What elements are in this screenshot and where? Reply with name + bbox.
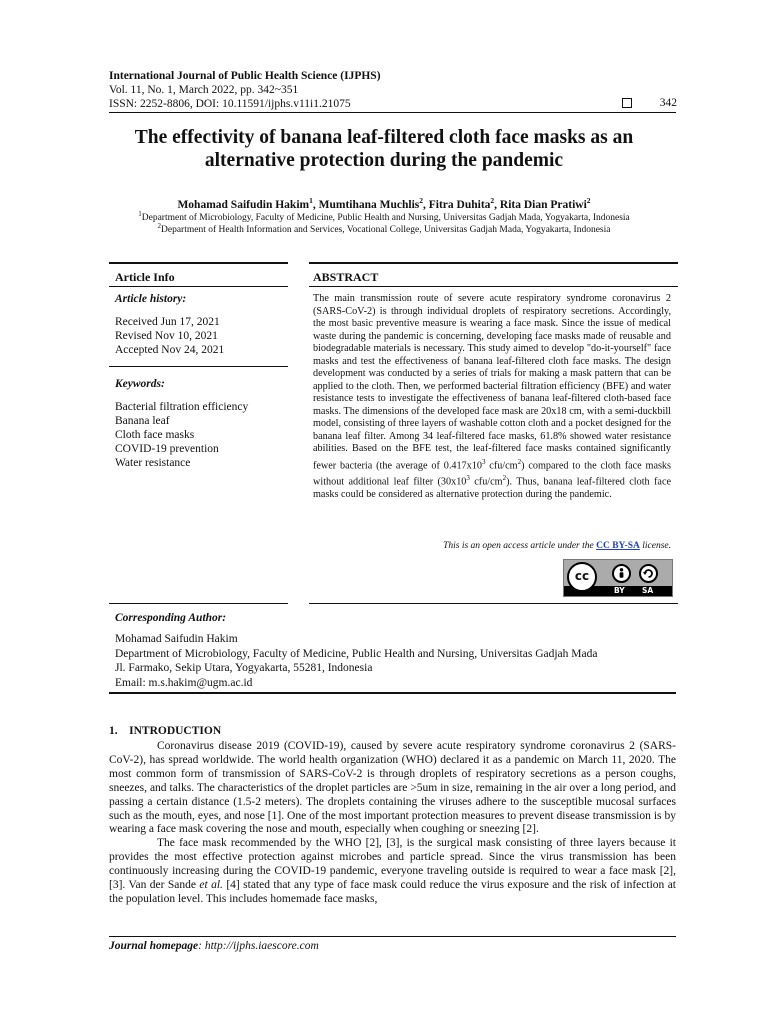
page-number: 342 xyxy=(659,97,677,109)
info-top-rule xyxy=(109,262,288,264)
attribution-icon xyxy=(612,564,631,583)
license-suffix: license. xyxy=(639,541,671,551)
intro-p2-text-b: [4] stated that any type of face mask could reduce the virus exposure and the risk of infection at the population level. This includes homemade face masks, xyxy=(109,879,676,905)
person-icon xyxy=(614,566,629,581)
author-3-affil: 2 xyxy=(490,196,495,205)
intro-p2-etal: et al. xyxy=(199,879,223,892)
affiliation-2 xyxy=(60,222,708,235)
cc-by-sa-link[interactable]: CC BY-SA xyxy=(596,541,640,551)
by-label: BY xyxy=(614,586,625,595)
abstract-sup-3: 3 xyxy=(466,474,470,483)
corresponding-dept: Department of Microbiology, Faculty of Medicine, Public Health and Nursing, Universitas Gadjah Mada xyxy=(115,647,598,660)
intro-paragraph-2 xyxy=(109,837,676,907)
corresponding-address: Jl. Farmako, Sekip Utara, Yogyakarta, 55281, Indonesia xyxy=(115,662,373,674)
journal-volume: Vol. 11, No. 1, March 2022, pp. 342~351 xyxy=(109,84,299,96)
keyword-item: COVID-19 prevention xyxy=(115,443,219,455)
affiliation-2-number: 2 xyxy=(157,222,162,230)
intro-paragraph-1: Coronavirus disease 2019 (COVID-19), caused by severe acute respiratory syndrome coronavirus 2 (SARS-CoV-2), has spread worldwide. The world health organization (WHO) declared it as a pandemic on March 11, 2020. The most common form of transmission of SARS-CoV-2 is through droplets of respiratory secretions as a person coughs, sneezes, and talks. The characteristics of the droplet particles are >5um in size, remaining in the air over a long period, and passing a certain distance (1.5-2 meters). The droplets containing the viruses adhere to the susceptible mucosal surfaces such as the mouth, eyes, and nose [1]. One of the most important protection measures to prevent disease transmission is by wearing a face mask covering the nose and mouth, especially when coughing or sneezing [2]. xyxy=(109,740,676,836)
sa-label: SA xyxy=(642,586,654,595)
abstract-text-2: cfu/cm xyxy=(485,459,518,471)
author-3: , Fitra Duhita xyxy=(423,198,491,211)
title-line-2: alternative protection during the pandemic xyxy=(204,150,564,171)
header-rule xyxy=(109,112,676,113)
abstract-text-3: ) compared to the cloth face masks without additional leaf filter (30x10 xyxy=(313,459,671,488)
affiliation-1-text: Department of Microbiology, Faculty of Medicine, Public Health and Nursing, Universitas Gadjah Mada, Yogyakarta, Indonesia xyxy=(141,213,630,224)
square-icon xyxy=(622,98,632,108)
corresponding-name: Mohamad Saifudin Hakim xyxy=(115,633,238,645)
homepage-url[interactable]: : http://ijphs.iaescore.com xyxy=(198,940,319,952)
article-history-heading: Article history: xyxy=(115,293,187,305)
author-2: , Mumtihana Muchlis xyxy=(312,198,420,211)
abstract-sup-1: 3 xyxy=(481,457,486,466)
affiliation-1-number: 1 xyxy=(138,210,142,218)
keywords-list xyxy=(115,400,248,470)
accepted-date: Accepted Nov 24, 2021 xyxy=(115,344,225,356)
info-heading-rule xyxy=(109,286,288,287)
intro-p2-text-a: The face mask recommended by the WHO [2], [3], is the surgical mask consisting of three layers because it provides the most effective protection against microbes and particle spread. Since the virus transmission has been continuously increasing during the COVID-19 pandemic, everyone traveling outside is required to wear a face mask [2], [3]. Van der Sande xyxy=(109,837,676,892)
author-1-affil: 1 xyxy=(309,196,313,205)
keyword-item: Water resistance xyxy=(115,457,191,469)
introduction-heading: 1. INTRODUCTION xyxy=(109,725,222,737)
journal-homepage xyxy=(109,940,319,952)
received-date: Received Jun 17, 2021 xyxy=(115,316,220,328)
share-alike-icon xyxy=(639,564,658,583)
author-4-affil: 2 xyxy=(586,196,591,205)
journal-issn: ISSN: 2252-8806, DOI: 10.11591/ijphs.v11i1.21075 xyxy=(109,98,351,110)
author-list xyxy=(60,196,708,211)
keyword-item: Cloth face masks xyxy=(115,429,195,441)
keyword-item: Bacterial filtration efficiency xyxy=(115,401,249,413)
article-history xyxy=(115,315,224,357)
abstract-text-5: ). Thus, banana leaf-filtered cloth face masks could be considered as alternative protection during the pandemic. xyxy=(313,476,671,501)
keyword-item: Banana leaf xyxy=(115,415,170,427)
abstract-heading: ABSTRACT xyxy=(313,270,379,284)
footer-rule xyxy=(109,936,676,937)
abstract-top-rule xyxy=(309,262,678,264)
corresponding-heading: Corresponding Author: xyxy=(115,612,227,624)
keywords-heading: Keywords: xyxy=(115,378,165,390)
abstract-sup-4: 2 xyxy=(502,474,507,483)
abstract-text-1: The main transmission route of severe acute respiratory syndrome coronavirus 2 (SARS-CoV-2) is through individual droplets of respiratory secretions. Accordingly, the most basic preventive measure is wearing a face mask. Since the issue of medical waste during the pandemic is concerning, developing face masks made of reusable and biodegradable materials is necessary. This study aimed to develop "do-it-yourself" face masks and test the effectiveness of banana leaf-filtered cloth face masks. The design development was conducted by a series of trials for making a mask pattern that can be applied to the cloth. Then, we performed bacterial filtration efficiency (BFE) and water resistance tests to investigate the effectiveness of banana leaf-filtered cloth-based face masks. The dimensions of the developed face mask are 20x18 cm, with a semi-duckbill model, consisting of three layers of washable cotton cloth and a pocket designed for the banana leaf filter. Among 34 leaf-filtered face masks, 61.8% showed water resistance abilities. Based on the BFE test, the leaf-filtered face masks contained significantly fewer bacteria (the average of 0.417x10 xyxy=(313,293,671,471)
corresponding-details xyxy=(115,632,597,690)
paper-title xyxy=(60,126,708,172)
abstract-sup-2: 2 xyxy=(517,457,522,466)
keywords-rule xyxy=(109,603,288,604)
open-access-note xyxy=(313,541,671,551)
article-info-heading: Article Info xyxy=(115,270,175,284)
introduction-body xyxy=(109,740,676,907)
corresponding-bottom-rule xyxy=(109,692,676,694)
author-2-affil: 2 xyxy=(419,196,423,205)
abstract-text-4: cfu/cm xyxy=(469,476,503,488)
title-line-1: The effectivity of banana leaf-filtered cloth face masks as an xyxy=(134,127,634,148)
abstract-body xyxy=(313,293,671,502)
abstract-bottom-rule xyxy=(309,603,678,604)
cc-icon: cc xyxy=(567,562,597,592)
journal-name: International Journal of Public Health Science (IJPHS) xyxy=(109,70,381,82)
cc-by-sa-badge[interactable] xyxy=(563,559,673,597)
homepage-label: Journal homepage xyxy=(109,940,199,952)
author-1: Mohamad Saifudin Hakim xyxy=(177,198,310,211)
history-rule xyxy=(109,366,288,367)
affiliation-2-text: Department of Health Information and Services, Vocational College, Universitas Gadjah Mada, Yogyakarta, Indonesia xyxy=(161,225,611,236)
author-4: , Rita Dian Pratiwi xyxy=(494,198,587,211)
abstract-heading-rule xyxy=(309,286,678,287)
corresponding-email: Email: m.s.hakim@ugm.ac.id xyxy=(115,676,253,689)
rotate-arrow-icon xyxy=(641,566,656,581)
license-prefix: This is an open access article under the xyxy=(443,541,597,551)
revised-date: Revised Nov 10, 2021 xyxy=(115,330,218,342)
